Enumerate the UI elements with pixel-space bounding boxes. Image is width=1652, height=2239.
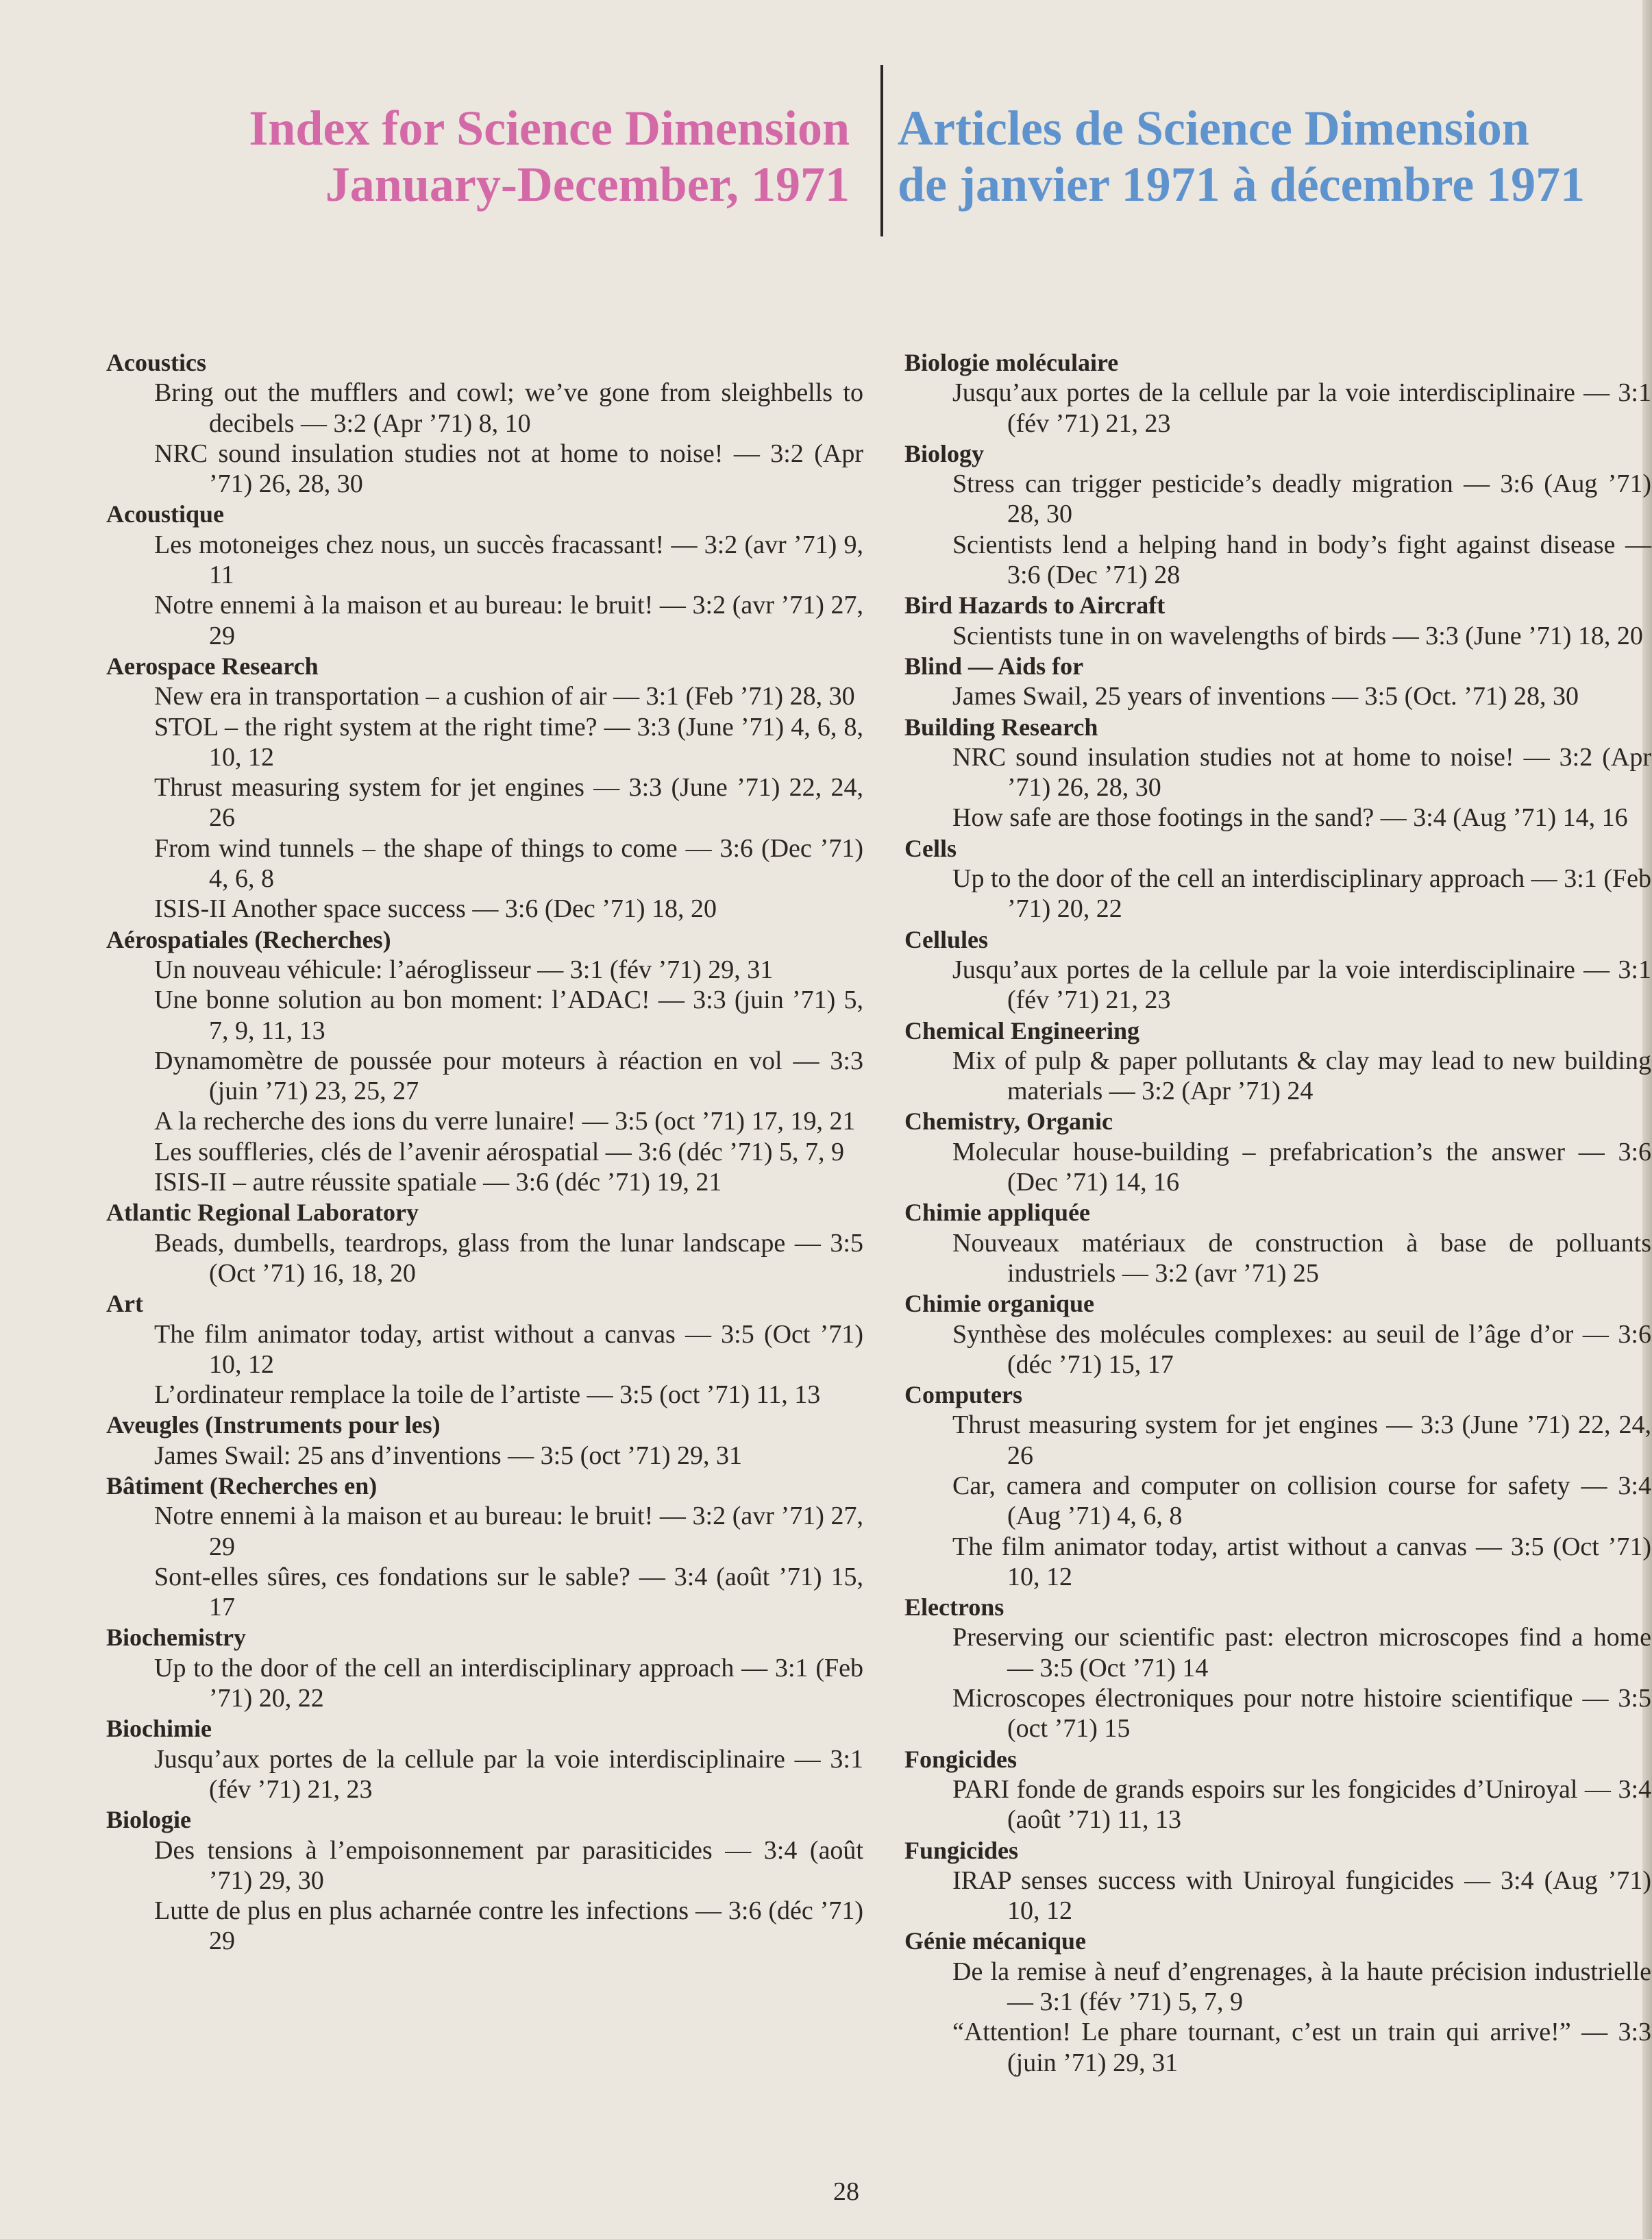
index-heading: Chemistry, Organic	[904, 1108, 1113, 1136]
index-entry: Synthèse des molécules complexes: au seuil de l’âge d’or — 3:6 (déc ’71) 15, 17	[952, 1319, 1651, 1379]
index-heading: Atlantic Regional Laboratory	[106, 1199, 419, 1227]
index-entry: STOL – the right system at the right time? — 3:3 (June ’71) 4, 6, 8, 10, 12	[154, 712, 863, 772]
index-entry: Thrust measuring system for jet engines — 3:3 (June ’71) 22, 24, 26	[952, 1410, 1651, 1470]
index-entry: Scientists tune in on wavelengths of birds — 3:3 (June ’71) 18, 20	[952, 621, 1643, 650]
index-entry: ISIS-II – autre réussite spatiale — 3:6 (déc ’71) 19, 21	[154, 1168, 722, 1197]
index-column-left	[106, 347, 863, 1957]
index-heading: Aerospace Research	[106, 652, 319, 680]
index-heading: Biology	[904, 439, 985, 467]
index-heading: Bâtiment (Recherches en)	[106, 1471, 378, 1500]
index-entry: Notre ennemi à la maison et au bureau: le bruit! — 3:2 (avr ’71) 27, 29	[154, 591, 863, 650]
index-heading: Génie mécanique	[904, 1927, 1086, 1955]
index-heading: Fungicides	[904, 1836, 1019, 1864]
index-entry: Jusqu’aux portes de la cellule par la voie interdisciplinaire — 3:1 (fév ’71) 21, 23	[952, 378, 1651, 438]
index-title-french	[898, 100, 1624, 212]
index-heading: Blind — Aids for	[904, 652, 1084, 680]
index-entry: De la remise à neuf d’engrenages, à la haute précision industrielle — 3:1 (fév ’71) 5, 7, 9	[952, 1957, 1651, 2017]
index-heading: Fongicides	[904, 1745, 1018, 1773]
index-entry: Up to the door of the cell an interdisciplinary approach — 3:1 (Feb ’71) 20, 22	[154, 1653, 863, 1713]
index-entry: L’ordinateur remplace la toile de l’artiste — 3:5 (oct ’71) 11, 13	[154, 1380, 821, 1410]
index-heading: Computers	[904, 1381, 1022, 1409]
index-entry: New era in transportation – a cushion of air — 3:1 (Feb ’71) 28, 30	[154, 682, 855, 711]
index-heading: Biologie	[106, 1806, 191, 1834]
index-entry: PARI fonde de grands espoirs sur les fongicides d’Uniroyal — 3:4 (août ’71) 11, 13	[952, 1774, 1651, 1835]
index-heading: Electrons	[904, 1593, 1004, 1622]
index-heading: Bird Hazards to Aircraft	[904, 591, 1166, 620]
index-title-english	[192, 100, 850, 212]
index-entry: Car, camera and computer on collision course for safety — 3:4 (Aug ’71) 4, 6, 8	[952, 1471, 1651, 1531]
index-heading: Aveugles (Instruments pour les)	[106, 1411, 441, 1439]
index-entry: A la recherche des ions du verre lunaire! — 3:5 (oct ’71) 17, 19, 21	[154, 1107, 856, 1136]
index-heading: Biologie moléculaire	[904, 349, 1119, 376]
index-entry: The film animator today, artist without a canvas — 3:5 (Oct ’71) 10, 12	[952, 1532, 1651, 1591]
index-entry: NRC sound insulation studies not at home to noise! — 3:2 (Apr ’71) 26, 28, 30	[154, 439, 863, 499]
index-entry: Stress can trigger pesticide’s deadly migration — 3:6 (Aug ’71) 28, 30	[952, 469, 1651, 529]
index-heading: Cells	[904, 834, 957, 862]
index-entry: Lutte de plus en plus acharnée contre les infections — 3:6 (déc ’71) 29	[154, 1896, 863, 1956]
index-entry: Mix of pulp & paper pollutants & clay may lead to new building materials — 3:2 (Apr ’71) 24	[952, 1046, 1651, 1106]
index-entry: James Swail, 25 years of inventions — 3:5 (Oct. ’71) 28, 30	[952, 682, 1579, 711]
index-entry: Beads, dumbells, teardrops, glass from the lunar landscape — 3:5 (Oct ’71) 16, 18, 20	[154, 1228, 863, 1288]
index-heading: Cellules	[904, 925, 988, 953]
index-entry: James Swail: 25 ans d’inventions — 3:5 (oct ’71) 29, 31	[154, 1441, 743, 1470]
title-divider	[880, 65, 883, 236]
index-entry: Bring out the mufflers and cowl; we’ve gone from sleighbells to decibels — 3:2 (Apr ’71) 8, 10	[154, 378, 863, 438]
index-entry: Dynamomètre de poussée pour moteurs à réaction en vol — 3:3 (juin ’71) 23, 25, 27	[154, 1046, 863, 1106]
index-entry: Microscopes électroniques pour notre histoire scientifique — 3:5 (oct ’71) 15	[952, 1684, 1651, 1744]
index-entry: NRC sound insulation studies not at home to noise! — 3:2 (Apr ’71) 26, 28, 30	[952, 742, 1651, 803]
index-heading: Chemical Engineering	[904, 1016, 1139, 1044]
index-heading: Aérospatiales (Recherches)	[106, 925, 391, 953]
index-entry: Notre ennemi à la maison et au bureau: le bruit! — 3:2 (avr ’71) 27, 29	[154, 1502, 863, 1561]
index-entry: Up to the door of the cell an interdisciplinary approach — 3:1 (Feb ’71) 20, 22	[952, 864, 1651, 924]
index-column-right	[904, 347, 1651, 2078]
index-entry: Scientists lend a helping hand in body’s fight against disease — 3:6 (Dec ’71) 28	[952, 530, 1651, 590]
index-heading: Chimie organique	[904, 1290, 1095, 1318]
index-entry: Molecular house-building – prefabrication’s the answer — 3:6 (Dec ’71) 14, 16	[952, 1137, 1651, 1197]
index-entry: Preserving our scientific past: electron microscopes find a home — 3:5 (Oct ’71) 14	[952, 1623, 1651, 1683]
title-line: January-December, 1971	[325, 157, 850, 212]
index-entry: Nouveaux matériaux de construction à base de polluants industriels — 3:2 (avr ’71) 25	[952, 1228, 1651, 1288]
page-number: 28	[833, 2177, 859, 2206]
index-heading: Building Research	[904, 713, 1098, 741]
index-entry: Sont-elles sûres, ces fondations sur le sable? — 3:4 (août ’71) 15, 17	[154, 1562, 863, 1622]
index-entry: IRAP senses success with Uniroyal fungicides — 3:4 (Aug ’71) 10, 12	[952, 1865, 1651, 1926]
index-entry: ISIS-II Another space success — 3:6 (Dec ’71) 18, 20	[154, 894, 717, 924]
index-entry: Les souffleries, clés de l’avenir aérospatial — 3:6 (déc ’71) 5, 7, 9	[154, 1137, 844, 1166]
index-entry: The film animator today, artist without a canvas — 3:5 (Oct ’71) 10, 12	[154, 1319, 863, 1379]
index-heading: Acoustique	[106, 500, 225, 528]
index-heading: Biochemistry	[106, 1624, 246, 1652]
index-entry: Jusqu’aux portes de la cellule par la voie interdisciplinaire — 3:1 (fév ’71) 21, 23	[154, 1744, 863, 1804]
index-entry: Thrust measuring system for jet engines — 3:3 (June ’71) 22, 24, 26	[154, 773, 863, 833]
index-heading: Acoustics	[106, 349, 206, 376]
index-entry: Jusqu’aux portes de la cellule par la voie interdisciplinaire — 3:1 (fév ’71) 21, 23	[952, 955, 1651, 1015]
index-heading: Biochimie	[106, 1715, 212, 1743]
index-heading: Chimie appliquée	[904, 1199, 1091, 1227]
title-line: de janvier 1971 à décembre 1971	[898, 157, 1586, 212]
index-entry: Une bonne solution au bon moment: l’ADAC! — 3:3 (juin ’71) 5, 7, 9, 11, 13	[154, 986, 863, 1045]
index-entry: Des tensions à l’empoisonnement par parasiticides — 3:4 (août ’71) 29, 30	[154, 1835, 863, 1895]
index-entry: Un nouveau véhicule: l’aéroglisseur — 3:1 (fév ’71) 29, 31	[154, 955, 774, 984]
index-entry: Les motoneiges chez nous, un succès fracassant! — 3:2 (avr ’71) 9, 11	[154, 530, 863, 590]
index-entry: From wind tunnels – the shape of things to come — 3:6 (Dec ’71) 4, 6, 8	[154, 833, 863, 894]
index-heading: Art	[106, 1290, 143, 1318]
title-line: Articles de Science Dimension	[898, 101, 1529, 156]
title-line: Index for Science Dimension	[249, 101, 850, 156]
index-entry: How safe are those footings in the sand? — 3:4 (Aug ’71) 14, 16	[952, 803, 1628, 833]
index-entry: “Attention! Le phare tournant, c’est un train qui arrive!” — 3:3 (juin ’71) 29, 31	[952, 2018, 1651, 2077]
